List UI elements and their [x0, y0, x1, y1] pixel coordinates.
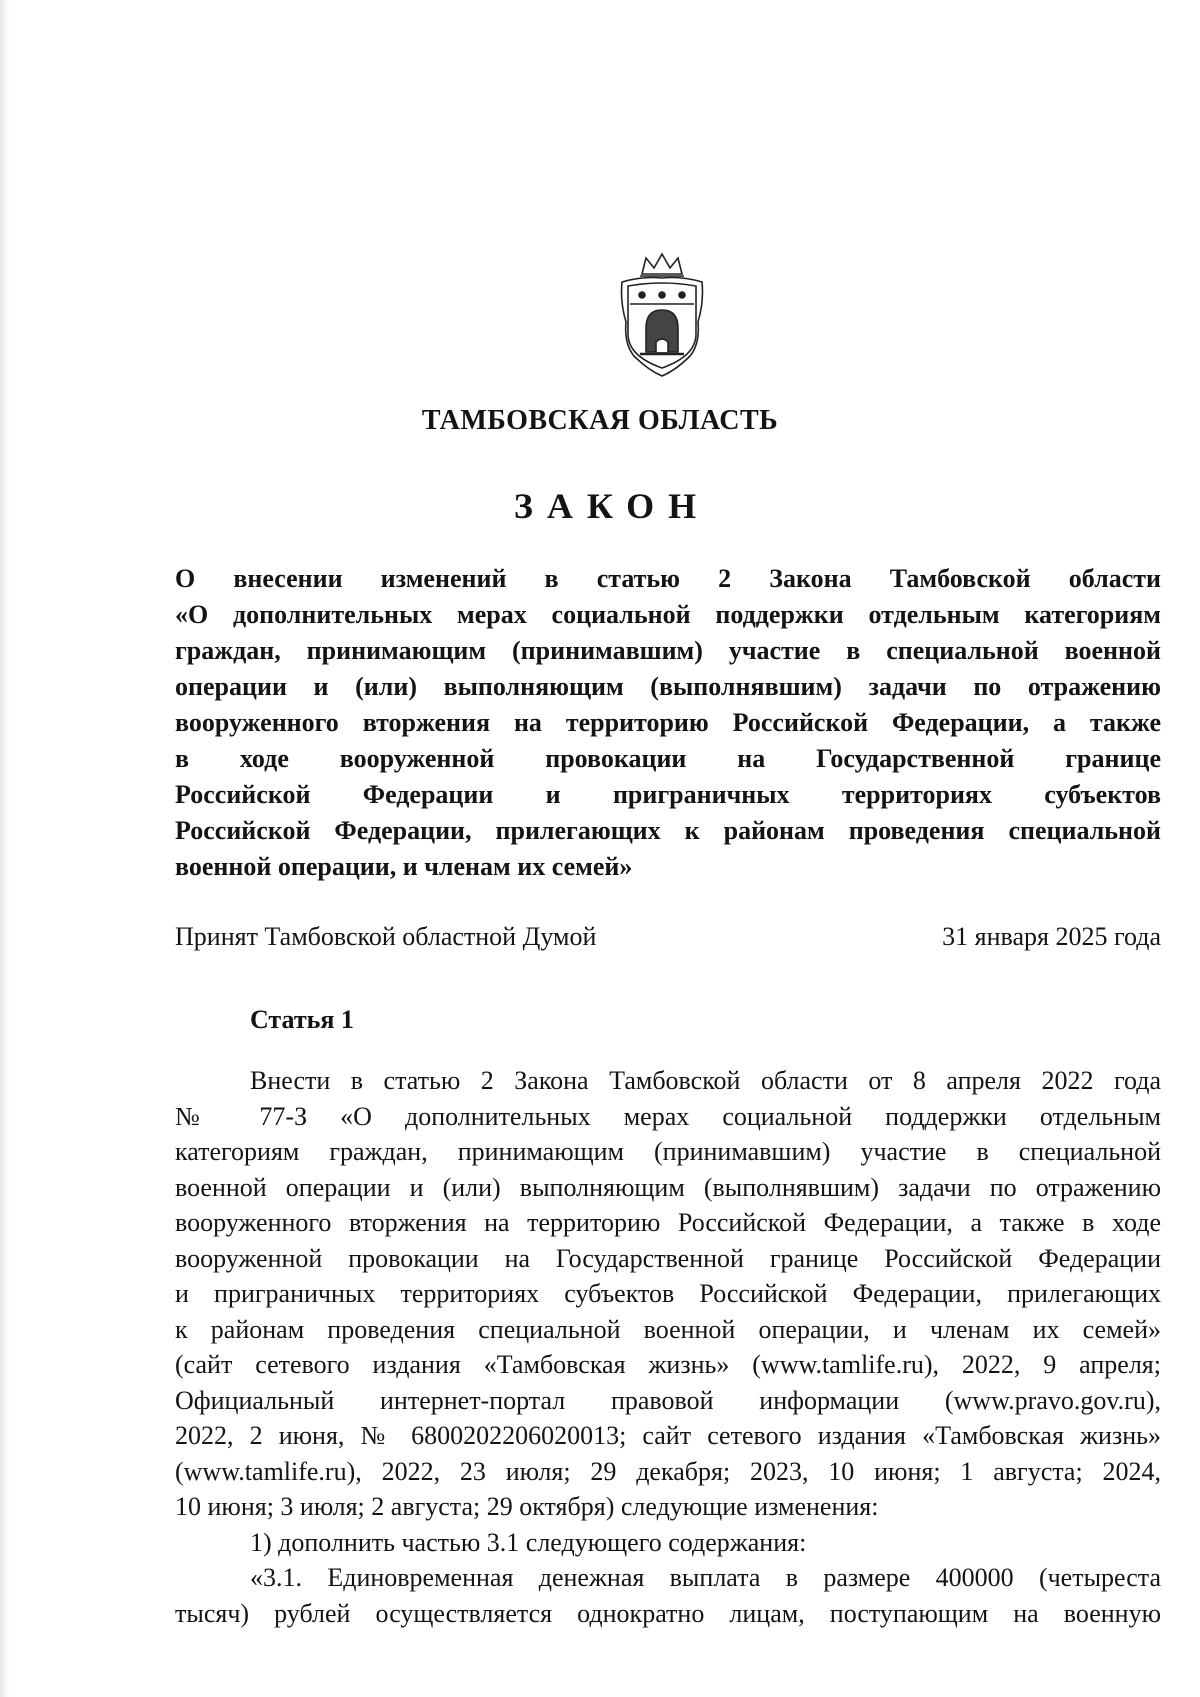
region-heading: ТАМБОВСКАЯ ОБЛАСТЬ	[421, 405, 779, 436]
body-line: (сайт сетевого издания «Тамбовская жизнь» (www.tamlife.ru), 2022, 9 апреля;	[175, 1350, 1161, 1379]
body-line: Официальный интернет-портал правовой информации (www.pravo.gov.ru),	[175, 1385, 1161, 1415]
law-title-line: Российской Федерации и приграничных территориях субъектов	[175, 780, 1161, 809]
body-line: № 77-З «О дополнительных мерах социальной поддержки отдельным	[175, 1101, 1161, 1131]
law-title-line: граждан, принимающим (принимавшим) участие в специальной военной	[175, 636, 1161, 665]
law-title-line: военной операции, и членам их семей»	[175, 852, 633, 881]
body-line: тысяч) рублей осуществляется однократно лицам, поступающим на военную	[175, 1598, 1161, 1628]
body-line: к районам проведения специальной военной операции, и членам их семей»	[175, 1314, 1161, 1344]
adoption-text: Принят Тамбовской областной Думой	[175, 922, 597, 951]
body-line: категориям граждан, принимающим (принимавшим) участие в специальной	[175, 1137, 1161, 1166]
body-line: 1) дополнить частью 3.1 следующего содержания:	[250, 1527, 807, 1557]
body-line: и приграничных территориях субъектов Российской Федерации, прилегающих	[175, 1279, 1161, 1308]
body-line: вооруженной провокации на Государственной границе Российской Федерации	[175, 1243, 1161, 1273]
law-title-block	[175, 561, 1161, 885]
adoption-date: 31 января 2025 года	[942, 922, 1161, 951]
adoption-line	[175, 922, 1161, 956]
body-line: Внести в статью 2 Закона Тамбовской области от 8 апреля 2022 года	[250, 1066, 1161, 1095]
law-title-line: О внесении изменений в статью 2 Закона Тамбовской области	[175, 564, 1161, 593]
article-heading: Статья 1	[250, 1005, 354, 1034]
article-body	[175, 1063, 1161, 1631]
law-title-line: «О дополнительных мерах социальной поддержки отдельным категориям	[175, 600, 1161, 629]
law-title-line: операции и (или) выполняющим (выполнявшим) задачи по отражению	[175, 672, 1161, 701]
body-line: военной операции и (или) выполняющим (выполнявшим) задачи по отражению	[175, 1172, 1161, 1202]
body-line: вооруженного вторжения на территорию Российской Федерации, а также в ходе	[175, 1208, 1161, 1237]
law-title-line: в ходе вооруженной провокации на Государственной границе	[175, 744, 1161, 773]
coat-of-arms-icon	[612, 252, 712, 380]
scan-edge-shadow	[0, 0, 10, 1697]
law-title-line: Российской Федерации, прилегающих к районам проведения специальной	[175, 816, 1161, 845]
body-line: «3.1. Единовременная денежная выплата в размере 400000 (четыреста	[250, 1563, 1161, 1592]
body-line: 10 июня; 3 июля; 2 августа; 29 октября) следующие изменения:	[175, 1492, 879, 1521]
body-line: (www.tamlife.ru), 2022, 23 июля; 29 декабря; 2023, 10 июня; 1 августа; 2024,	[175, 1456, 1161, 1486]
body-line: 2022, 2 июня, № 6800202206020013; сайт сетевого издания «Тамбовская жизнь»	[175, 1421, 1161, 1450]
document-type-heading: ЗАКОН	[513, 486, 711, 526]
law-title-line: вооруженного вторжения на территорию Российской Федерации, а также	[175, 708, 1161, 737]
